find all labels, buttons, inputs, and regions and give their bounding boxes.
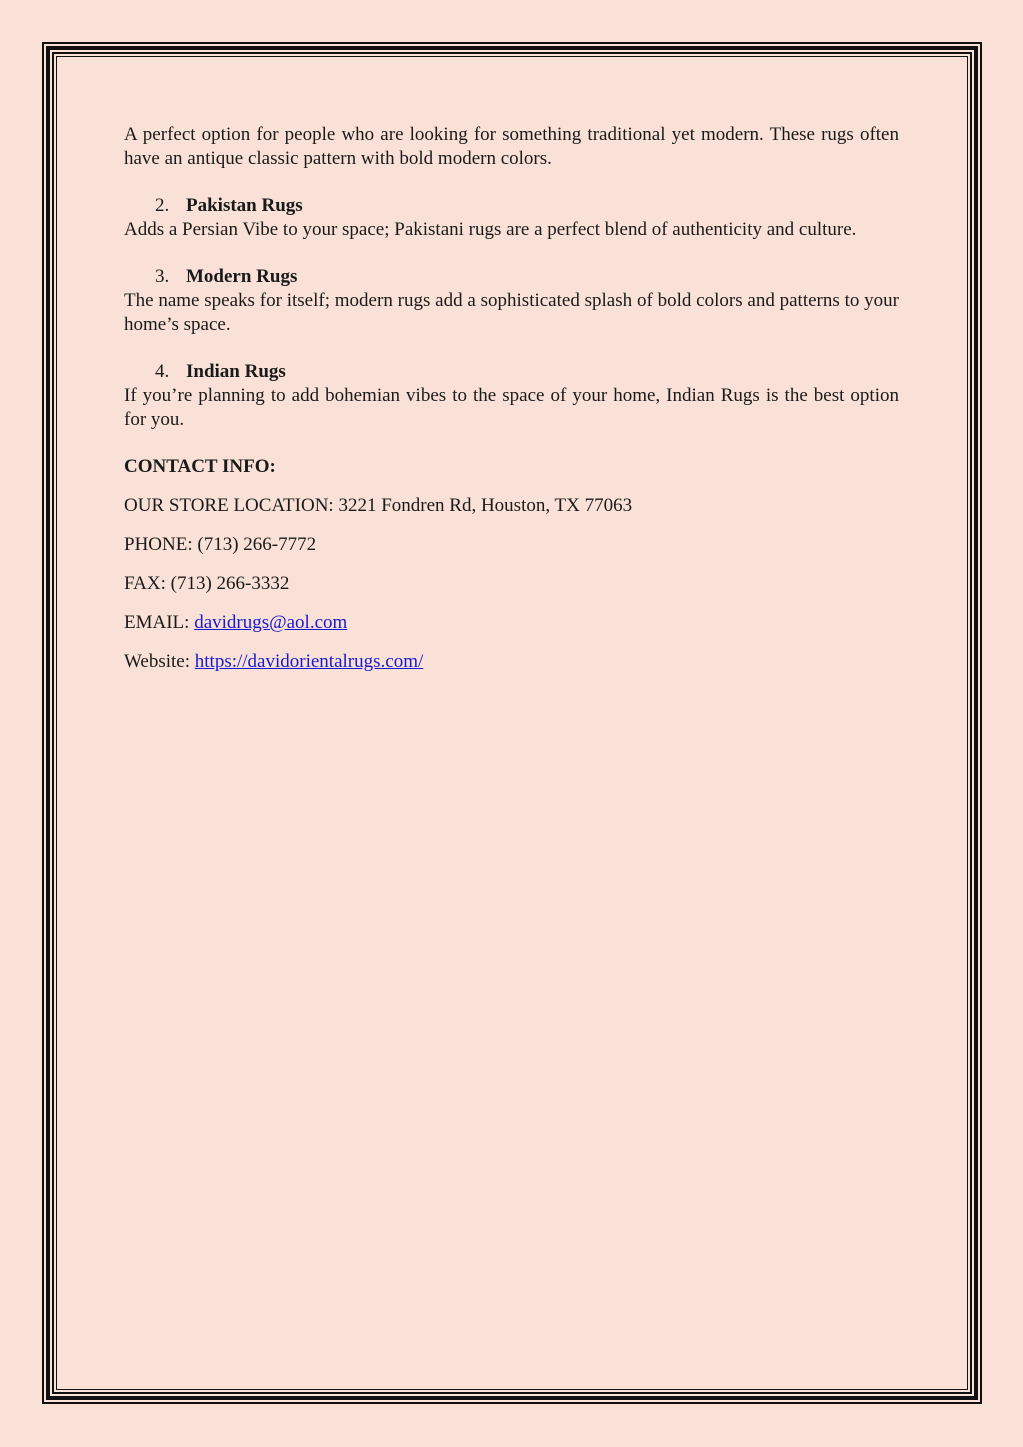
phone-number: PHONE: (713) 266-7772 <box>124 534 317 555</box>
email-line <box>124 611 899 635</box>
contact-heading: CONTACT INFO: <box>124 456 276 477</box>
list-item-indian-rugs <box>124 360 899 432</box>
list-item-title: Pakistan Rugs <box>186 195 303 216</box>
list-item-pakistan-rugs <box>124 194 899 242</box>
list-item-description: Adds a Persian Vibe to your space; Pakistani rugs are a perfect blend of authenticity and culture. <box>124 219 857 240</box>
fax-number: FAX: (713) 266-3332 <box>124 573 290 594</box>
website-label: Website: <box>124 651 195 672</box>
email-link[interactable]: davidrugs@aol.com <box>194 612 348 633</box>
list-number: 3. <box>155 266 170 287</box>
website-link[interactable]: https://davidorientalrugs.com/ <box>194 651 424 672</box>
intro-paragraph: A perfect option for people who are looking for something traditional yet modern. These rugs often have an antique classic pattern with bold modern colors. <box>124 124 899 169</box>
email-label: EMAIL: <box>124 612 195 633</box>
list-number: 2. <box>155 195 170 216</box>
list-item-description: The name speaks for itself; modern rugs add a sophisticated splash of bold colors and patterns to your home’s space. <box>124 290 899 335</box>
document-body <box>124 123 899 674</box>
contact-section <box>124 455 899 674</box>
list-item-modern-rugs <box>124 265 899 337</box>
website-line <box>124 650 899 674</box>
list-item-title: Modern Rugs <box>186 266 298 287</box>
list-item-description: If you’re planning to add bohemian vibes to the space of your home, Indian Rugs is the best option for you. <box>124 385 899 430</box>
list-number: 4. <box>155 361 170 382</box>
list-item-title: Indian Rugs <box>186 361 286 382</box>
store-location: OUR STORE LOCATION: 3221 Fondren Rd, Houston, TX 77063 <box>124 495 633 516</box>
